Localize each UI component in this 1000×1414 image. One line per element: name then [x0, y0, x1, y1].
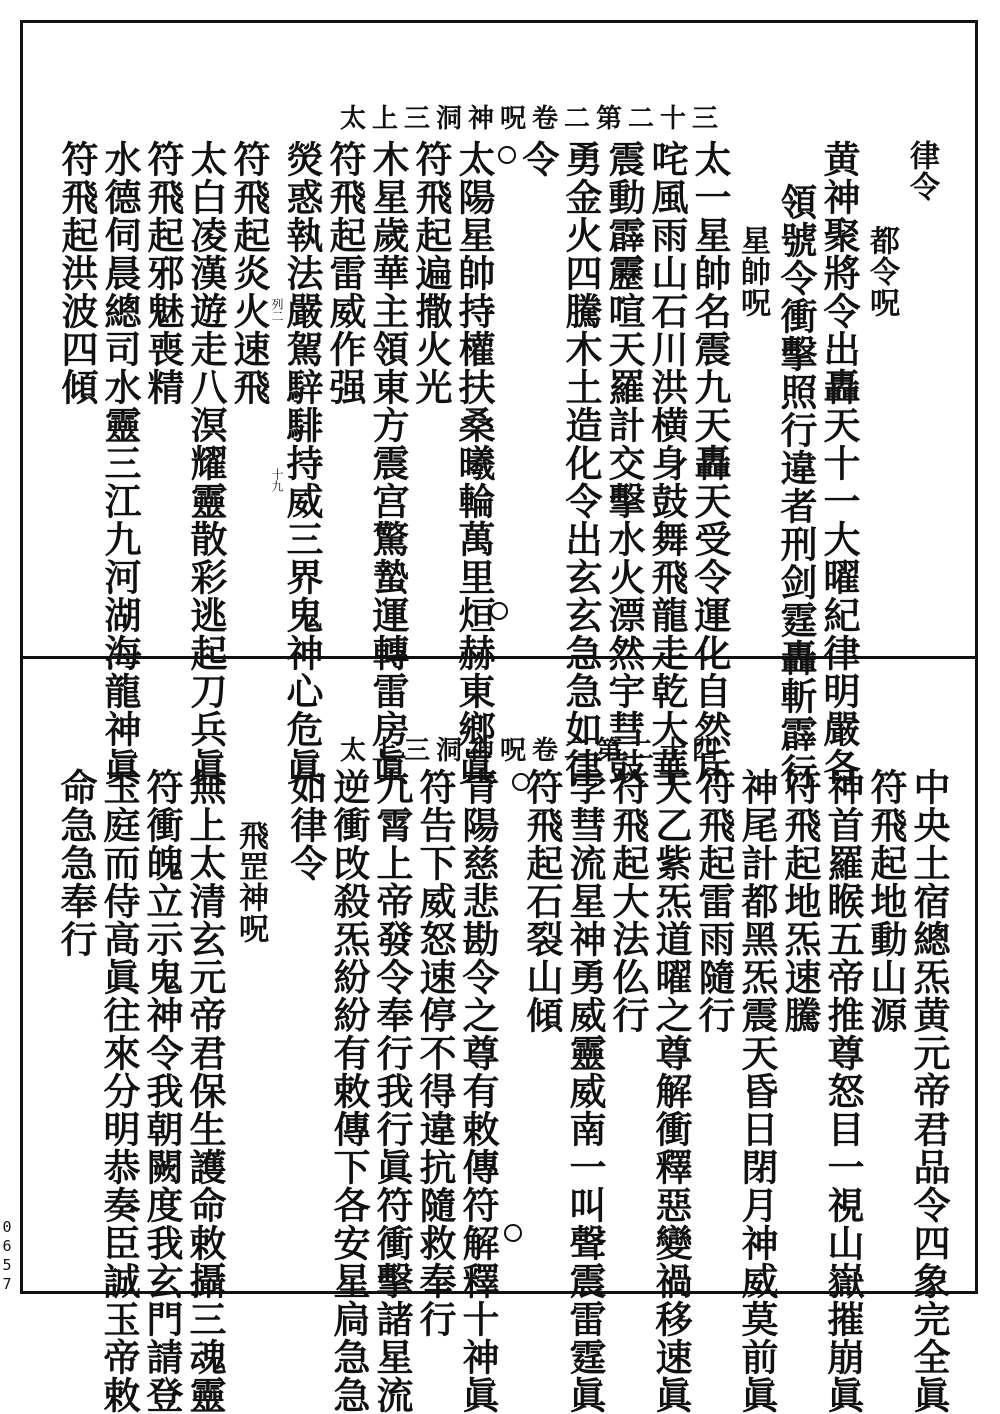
paragraph-circle-mark	[498, 146, 516, 164]
top-text-column: 震動霹靂喧天羅計交擊水火漂然宇彗鼓	[602, 140, 646, 786]
top-text-column: 令	[516, 140, 560, 178]
top-text-column: 符飛起邪魅喪精	[141, 140, 185, 406]
bottom-text-column: 符飛起地炁速騰	[778, 768, 822, 1034]
top-text-column: 黄神聚將令出轟天十一大曜紀律明嚴各	[817, 140, 861, 786]
bottom-text-column: 符衝魄立示鬼神令我朝闕度我玄門請登	[140, 768, 184, 1414]
bottom-text-column: 符飛起大法仫行	[606, 768, 650, 1034]
bottom-text-column: 中央土宿總炁黄元帝君品令四象完全眞	[907, 768, 951, 1414]
top-text-column: 星帥呪	[735, 225, 770, 318]
top-text-column: 符飛起洪波四傾	[55, 140, 99, 406]
bottom-text-column: 無上太清玄元帝君保生護命敕攝三魂靈	[183, 768, 227, 1414]
top-text-column: 符飛起遍撒火光	[409, 140, 453, 406]
bottom-text-column: 孛彗流星神勇威靈威南一叫聲震雷霆眞	[563, 768, 607, 1414]
bottom-page-heading: 太上三洞神呪卷二第二十四	[340, 736, 725, 766]
paragraph-circle-mark	[504, 1224, 522, 1242]
paragraph-circle-mark	[512, 773, 530, 791]
bottom-text-column: 逆衝攺殺炁紛紛有敕傳下各安星扃急急	[327, 768, 371, 1414]
paragraph-circle-mark	[490, 602, 508, 620]
top-text-column: 都令呪	[864, 225, 899, 318]
top-text-column: 水德伺晨總司水靈三江九河湖海龍神眞	[98, 140, 142, 786]
top-page-heading: 太上三洞神呪卷二第二十三	[340, 104, 725, 134]
bottom-text-column: 青陽慈悲勘令之尊有敕傳符解釋十神眞	[456, 768, 500, 1414]
bottom-text-column: 神尾計都黑炁震天昏日閉月神威莫前眞	[735, 768, 779, 1414]
top-text-column: 太白凌漢遊走八溟耀靈散彩逃起刀兵眞	[184, 140, 228, 786]
bottom-text-column: 符飛起雷雨隨行	[692, 768, 736, 1034]
bottom-text-column: 命急急奉行	[54, 768, 98, 958]
top-text-column: 太一星帥名震九天轟天受令運化自然斥	[688, 140, 732, 786]
bottom-text-column: 飛罡神呪	[233, 820, 268, 944]
bottom-text-column: 符飛起石裂山傾	[520, 768, 564, 1034]
top-text-column: 律令	[904, 140, 939, 202]
folio-mark: 列二	[270, 298, 284, 322]
top-text-column: 太陽星帥持權扶桑曦輪萬里烜赫東鄉眞	[452, 140, 496, 786]
top-text-column: 領號令衝擊照行違者刑剑霆轟斬霹行	[774, 183, 818, 791]
top-text-column: 咤風雨山石川洪横身鼓舞飛龍走乾大華	[645, 140, 689, 786]
bottom-text-column: 九霄上帝發令奉行我行眞符衝擊諸星流	[370, 768, 414, 1414]
top-text-column: 勇金火四騰木土造化令出玄玄急急如律	[559, 140, 603, 786]
top-text-column: 熒惑執法嚴駕騂騑持威三界鬼神心危眞	[280, 140, 324, 786]
bottom-text-column: 玉庭而侍高眞往來分明恭奏臣誠玉帝敕	[97, 768, 141, 1414]
side-page-number: 0657	[2, 1218, 12, 1293]
folio-mark: 十九	[270, 468, 284, 492]
bottom-text-column: 天乙紫炁道曜之尊解衝釋惡變禍移速眞	[649, 768, 693, 1414]
bottom-text-column: 神首羅睺五帝推尊怒目一視山嶽摧崩眞	[821, 768, 865, 1414]
bottom-text-column: 符飛起地動山源	[864, 768, 908, 1034]
bottom-text-column: 如律令	[284, 768, 328, 882]
top-text-column: 木星歲華主領東方震宫驚蟄運轉雷房眞	[366, 140, 410, 786]
bottom-text-column: 符告下威怒速停不得違抗隨救奉行	[413, 768, 457, 1338]
top-text-column: 符飛起炎火速飛	[227, 140, 271, 406]
top-text-column: 符飛起雷威作强	[323, 140, 367, 406]
